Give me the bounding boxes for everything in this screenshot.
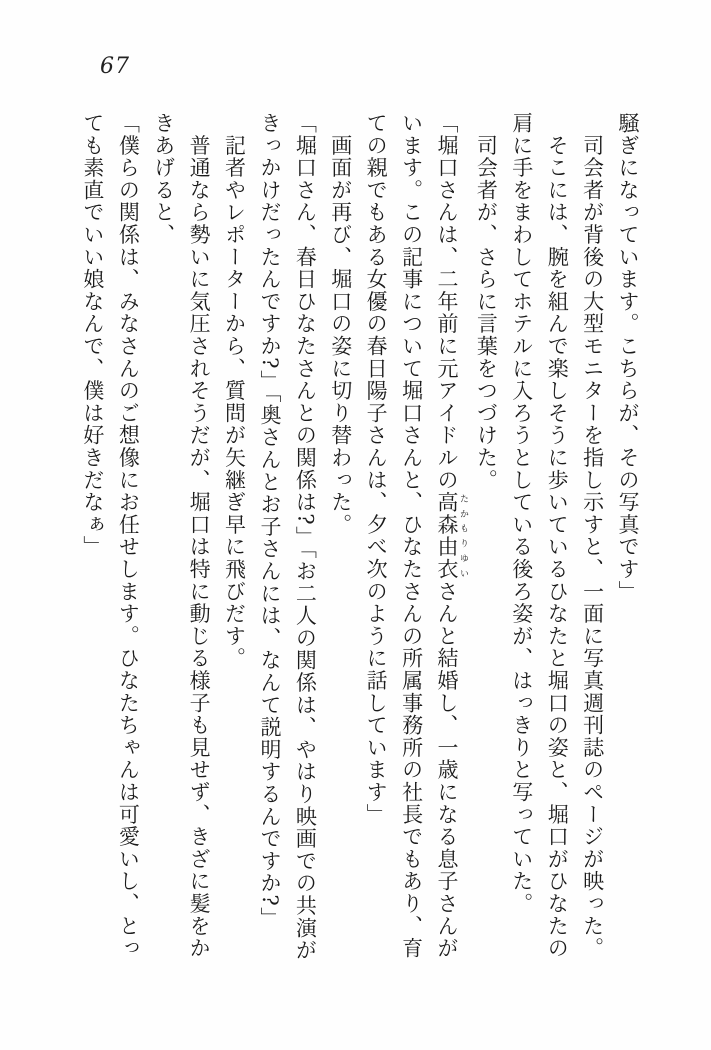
paragraph: 普通なら勢いに気圧されそうだが、堀口は特に動じる様子も見せず、きざに髪をかきあげると、	[151, 112, 212, 960]
paragraph: 画面が再び、堀口の姿に切り替わった。	[328, 112, 353, 536]
paragraph: そこには、腕を組んで楽しそうに歩いているひなたと堀口の姿と、堀口がひなたの肩に手をまわしてホテルに入ろうとしている後ろ姿が、はっきりと写っていた。	[509, 112, 570, 960]
page-number: 67	[100, 54, 130, 79]
paragraph: 「僕らの関係は、みなさんのご想像にお任せします。ひなたちゃんは可愛いし、とっても素直でいい娘なんで、僕は好きだなぁ」	[80, 112, 141, 960]
text-block	[79, 112, 645, 962]
paragraph: 司会者が背後の大型モニターを指し示すと、一面に写真週刊誌のページが映った。	[580, 112, 605, 960]
paragraph: 記者やレポーターから、質問が矢継ぎ早に飛びだす。	[222, 112, 247, 670]
paragraph: 司会者が、さらに言葉をつづけた。	[474, 112, 499, 492]
paragraph: 「堀口さんは、二年前に元アイドルの高森由衣 たかもりゆいさんと結婚し、一歳になる息子さんがいます。この記事について堀口さんと、ひなたさんの所属事務所の社長でもあり、育ての親でもある女優の春日陽子さんは、夕べ次のように話しています」	[364, 112, 468, 960]
paragraph: 「堀口さん、春日ひなたさんとの関係は?」「お二人の関係は、やはり映画での共演がきっかけだったんですか?」「奥さんとお子さんには、なんて説明するんですか?」	[257, 112, 318, 962]
ruby-annotated-name: 高森由衣 たかもりゆい	[434, 491, 468, 581]
paragraph: 騒ぎになっています。こちらが、その写真です」	[616, 112, 640, 603]
